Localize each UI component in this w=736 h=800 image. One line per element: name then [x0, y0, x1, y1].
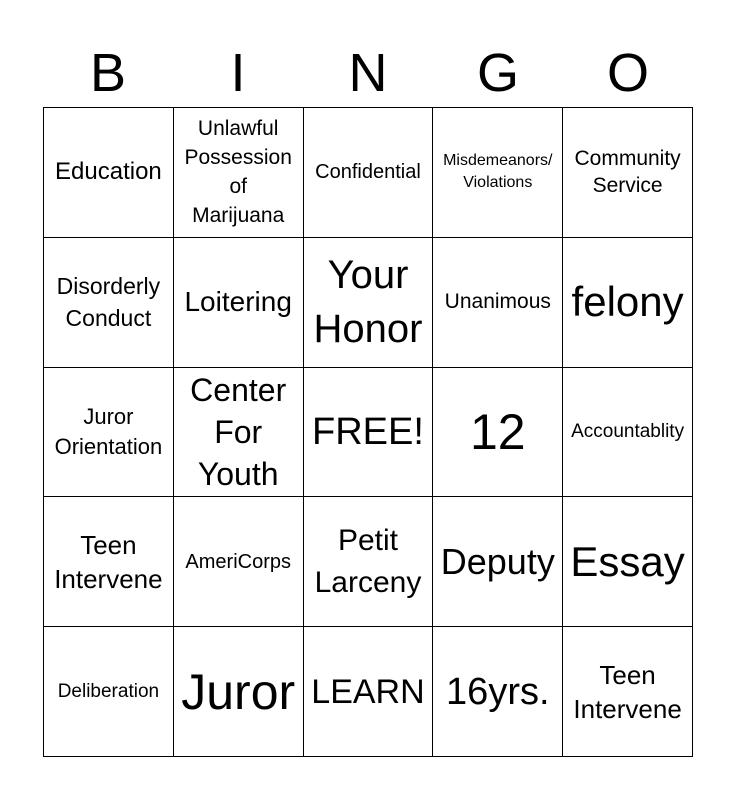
- bingo-header: [43, 40, 693, 106]
- bingo-cell: [44, 627, 174, 757]
- bingo-cell: [304, 368, 434, 498]
- header-letter-n: N: [348, 43, 388, 103]
- cell-text: Teen Intervene: [54, 529, 163, 594]
- header-letter-g: G: [476, 43, 519, 103]
- bingo-cell: [174, 497, 304, 627]
- bingo-cell: [433, 368, 563, 498]
- bingo-cell: [304, 497, 434, 627]
- cell-text: AmeriCorps: [185, 550, 291, 573]
- cell-text: 16yrs.: [446, 670, 550, 713]
- bingo-cell: [563, 497, 693, 627]
- bingo-cell: [433, 497, 563, 627]
- bingo-grid: [43, 107, 693, 757]
- bingo-cell: [563, 238, 693, 368]
- bingo-cell: [433, 108, 563, 238]
- cell-text: Accountablity: [571, 420, 685, 442]
- cell-text: Education: [55, 158, 162, 186]
- bingo-cell: [174, 108, 304, 238]
- cell-text: Essay: [570, 537, 685, 585]
- bingo-cell: [44, 238, 174, 368]
- bingo-cell: [174, 368, 304, 498]
- bingo-cell: [44, 108, 174, 238]
- header-letter-b: B: [89, 43, 127, 103]
- cell-text: LEARN: [311, 672, 425, 711]
- bingo-cell: [174, 238, 304, 368]
- cell-text: Loitering: [184, 286, 292, 318]
- bingo-cell: [304, 108, 434, 238]
- bingo-cell: [44, 497, 174, 627]
- cell-text: 12: [469, 403, 526, 460]
- bingo-cell: [563, 627, 693, 757]
- cell-text: Center For Youth: [190, 371, 287, 492]
- cell-text: Deliberation: [57, 680, 160, 702]
- bingo-cell: [433, 627, 563, 757]
- cell-text: FREE!: [312, 410, 424, 453]
- cell-text: Disorderly Conduct: [56, 273, 161, 332]
- cell-text: Your Honor: [313, 253, 423, 352]
- bingo-cell: [433, 238, 563, 368]
- cell-text: felony: [571, 278, 684, 326]
- cell-text: Juror Orientation: [54, 403, 163, 459]
- cell-text: Deputy: [440, 540, 555, 582]
- cell-text: Teen Intervene: [573, 659, 682, 724]
- cell-text: Confidential: [315, 161, 421, 184]
- bingo-cell: [44, 368, 174, 498]
- bingo-cell: [174, 627, 304, 757]
- bingo-cell: [563, 108, 693, 238]
- cell-text: Misdemeanors/ Violations: [443, 152, 553, 192]
- cell-text: Juror: [181, 663, 296, 720]
- cell-text: Petit Larceny: [314, 523, 422, 599]
- cell-text: Community Service: [574, 147, 681, 198]
- bingo-cell: [304, 627, 434, 757]
- bingo-cell: [304, 238, 434, 368]
- cell-text: Unanimous: [444, 290, 551, 314]
- bingo-cell: [563, 368, 693, 498]
- cell-text: Unlawful Possession of Marijuana: [184, 117, 292, 228]
- header-letter-o: O: [606, 43, 649, 103]
- header-letter-i: I: [230, 43, 246, 103]
